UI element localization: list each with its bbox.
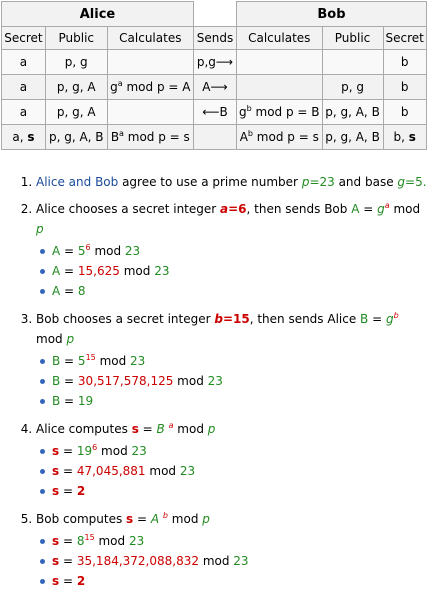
cell [322,50,383,75]
col-secret-alice: Secret [2,27,46,50]
cell: ⟵B [194,100,237,125]
cell: p,g⟶ [194,50,237,75]
list-item: $s = 8^{15}$ mod 23 [52,531,429,551]
list-item: $s = 19^6$ mod 23 [52,441,429,461]
cell: p, g, A, B [322,125,383,150]
step-3: 3. Bob chooses a secret integer b=15, then sends Alice $B = g^b$ mod p $B = 5^{15}$ mod 23 B = 30,517,578,125 mod 23 B = 19 [36,309,429,411]
step-2: 2. Alice chooses a secret integer a=6, then sends Bob $A = g^a$ mod p $A = 5^6$ mod 23 A = 15,625 mod 23 A = 8 [36,199,429,301]
list-item: B = 19 [52,391,429,411]
cell: A⟶ [194,75,237,100]
bob-header: Bob [237,2,427,27]
col-calculates-bob: Calculates [237,27,323,50]
list-item: A = 8 [52,281,429,301]
cell [107,100,193,125]
cell: a, s [2,125,46,150]
list-item: s = 2 [52,481,429,501]
cell: $g^b$ mod p = B [237,100,323,125]
cell: b, s [383,125,426,150]
cell [194,125,237,150]
alice-and-bob-link[interactable]: Alice and Bob [36,175,119,189]
cell: $B^a$ mod p = s [107,125,193,150]
cell: a [2,50,46,75]
table-row [2,100,427,125]
col-sends: Sends [194,27,237,50]
table-row [2,50,427,75]
step-4: 4. Alice computes s = B $^a$ mod p $s = 19^6$ mod 23 s = 47,045,881 mod 23 s = 2 [36,419,429,501]
cell: p, g [322,75,383,100]
col-calculates-alice: Calculates [107,27,193,50]
cell: a [2,100,46,125]
table-row [2,125,427,150]
table-row [2,75,427,100]
step-1: 1. Alice and Bob agree to use a prime number p=23 and base g=5. [36,172,429,192]
list-item: $A = 5^6$ mod 23 [52,241,429,261]
col-secret-bob: Secret [383,27,426,50]
cell: $g^a$ mod p = A [107,75,193,100]
cell: b [383,75,426,100]
list-item: s = 35,184,372,088,832 mod 23 [52,551,429,571]
cell: b [383,100,426,125]
cell: a [2,75,46,100]
col-public-bob: Public [322,27,383,50]
steps-list [0,172,429,599]
step-5: 5. Bob computes s = A $^b$ mod p $s = 8^{15}$ mod 23 s = 35,184,372,088,832 mod 23 s = 2 [36,509,429,591]
cell [237,75,323,100]
cell [237,50,323,75]
cell [107,50,193,75]
list-item: s = 47,045,881 mod 23 [52,461,429,481]
cell: p, g, A [45,75,107,100]
list-item: s = 2 [52,571,429,591]
col-public-alice: Public [45,27,107,50]
alice-header: Alice [2,2,194,27]
cell: p, g, A, B [322,100,383,125]
cell: b [383,50,426,75]
cell: p, g, A [45,100,107,125]
sends-header-spacer [194,2,237,27]
list-item: A = 15,625 mod 23 [52,261,429,281]
cell: p, g [45,50,107,75]
cell: p, g, A, B [45,125,107,150]
list-item: B = 30,517,578,125 mod 23 [52,371,429,391]
cell: $A^b$ mod p = s [237,125,323,150]
key-exchange-table [1,1,427,150]
list-item: $B = 5^{15}$ mod 23 [52,351,429,371]
